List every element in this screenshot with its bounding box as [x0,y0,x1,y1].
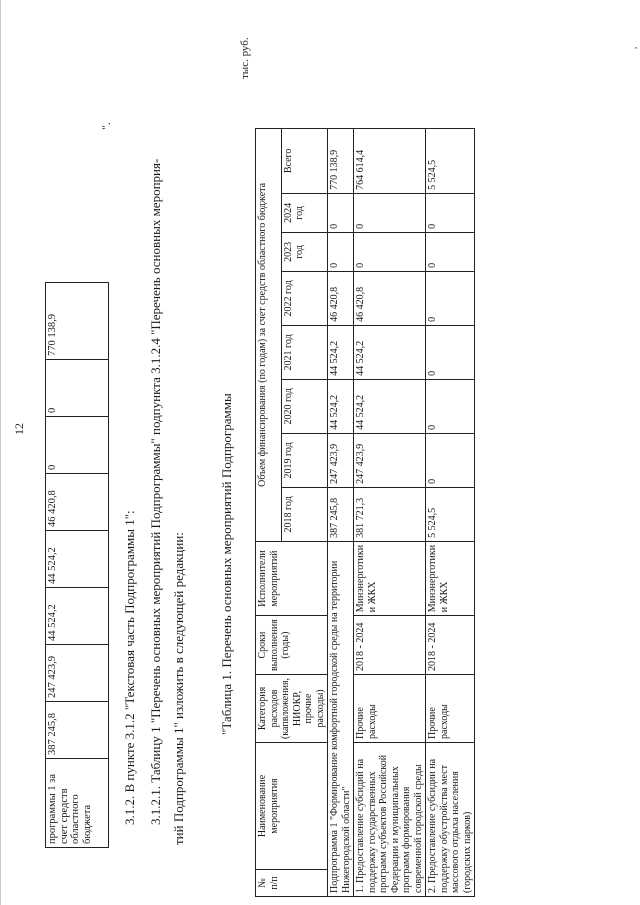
continued-table [45,282,109,848]
row-executor: Минэнерготики и ЖКХ [354,541,426,615]
table-cell: 44 524,2 [46,531,109,588]
table-cell: 44 524,2 [328,379,354,433]
table-cell: 46 420,8 [46,474,109,531]
header-category: Категория расходов (капвложения, НИОКР, прочие расходы) [256,674,328,742]
header-executor: Исполнители мероприятий [256,541,328,615]
table-row [328,128,354,896]
header-year: 2023 год [281,232,327,271]
table-cell: 0 [426,193,475,232]
header-year: 2018 год [281,487,327,541]
table-cell: 44 524,2 [328,325,354,379]
table-cell: 44 524,2 [354,379,426,433]
header-no: № п/п [256,870,328,897]
unit-label: тыс. руб. [239,37,251,79]
table-cell: 0 [426,433,475,487]
table-cell: 44 524,2 [46,588,109,645]
table-cell: 0 [426,232,475,271]
table-cell: 0 [426,325,475,379]
table-cell: 0 [354,193,426,232]
header-year: 2021 год [281,325,327,379]
activities-table [255,128,475,897]
table-cell: 247 423,9 [328,433,354,487]
header-year: 2019 год [281,433,327,487]
table-cell: 247 423,9 [46,645,109,702]
table-cell: 44 524,2 [354,325,426,379]
row-name: 2. Предоставление субсидии на поддержку обустройства мест массового отдыха населения (городских парков) [426,743,475,897]
table-cell: 5 524,5 [426,128,475,193]
table-cell: 0 [426,379,475,433]
header-year: 2024 год [281,193,327,232]
closing-quote: ". [99,122,113,130]
table-cell: 381 721,3 [354,487,426,541]
row-executor: Минэнерготики и ЖКХ [426,541,475,615]
table-cell: 770 138,9 [328,128,354,193]
header-total: Всего [281,128,327,193]
table-row [426,128,475,896]
table-cell: 387 245,8 [46,702,109,759]
table-cell: 0 [354,232,426,271]
row-category: Прочие расходы [426,674,475,742]
page-edge [0,0,1,905]
subprogram-title: Подпрограмма 1 "Формирование комфортной городской среды на территории Нижегородской области" [328,541,354,896]
closing-mark: , [628,46,638,49]
table-row [46,283,109,848]
table-cell: 0 [46,417,109,474]
table-row [354,128,426,896]
table-cell: 0 [328,232,354,271]
table-cell: 387 245,8 [328,487,354,541]
row-term: 2018 - 2024 [354,616,426,675]
header-year: 2022 год [281,271,327,325]
table-caption: "Таблица 1. Перечень основных мероприятий Подпрограммы [219,393,234,735]
table-cell: 0 [426,271,475,325]
table-cell: 0 [328,193,354,232]
row-term: 2018 - 2024 [426,616,475,675]
header-funding: Объем финансирования (по годам) за счет средств областного бюджета [256,128,282,541]
table-cell: 5 524,5 [426,487,475,541]
page-number: 12 [12,423,26,435]
table-cell: 0 [46,360,109,417]
table-header-row [256,128,282,896]
table-cell-label: программы 1 за счет средств областного бюджета [46,759,109,848]
paragraph: 3.1.2.1. Таблицу 1 "Перечень основных мероприятий Подпрограммы" подпункта 3.1.2.4 "Перечень основных мероприя- [148,158,163,825]
table-cell: 764 614,4 [354,128,426,193]
table-cell: 46 420,8 [354,271,426,325]
table-cell: 247 423,9 [354,433,426,487]
paragraph: тий Подпрограммы 1" изложить в следующей редакции: [171,532,186,845]
row-category: Прочие расходы [354,674,426,742]
header-name: Наименование мероприятия [256,743,328,870]
table-cell: 770 138,9 [46,283,109,360]
header-term: Сроки выполнения (годы) [256,616,328,675]
paragraph: 3.1.2. В пункте 3.1.2 "Текстовая часть Подпрограммы 1": [122,510,137,825]
row-name: 1. Предоставление субсидий на поддержку государственных программ субъектов Российской Федерации и муниципальных программ формирования современной городской среды [354,743,426,897]
header-year: 2020 год [281,379,327,433]
table-cell: 46 420,8 [328,271,354,325]
